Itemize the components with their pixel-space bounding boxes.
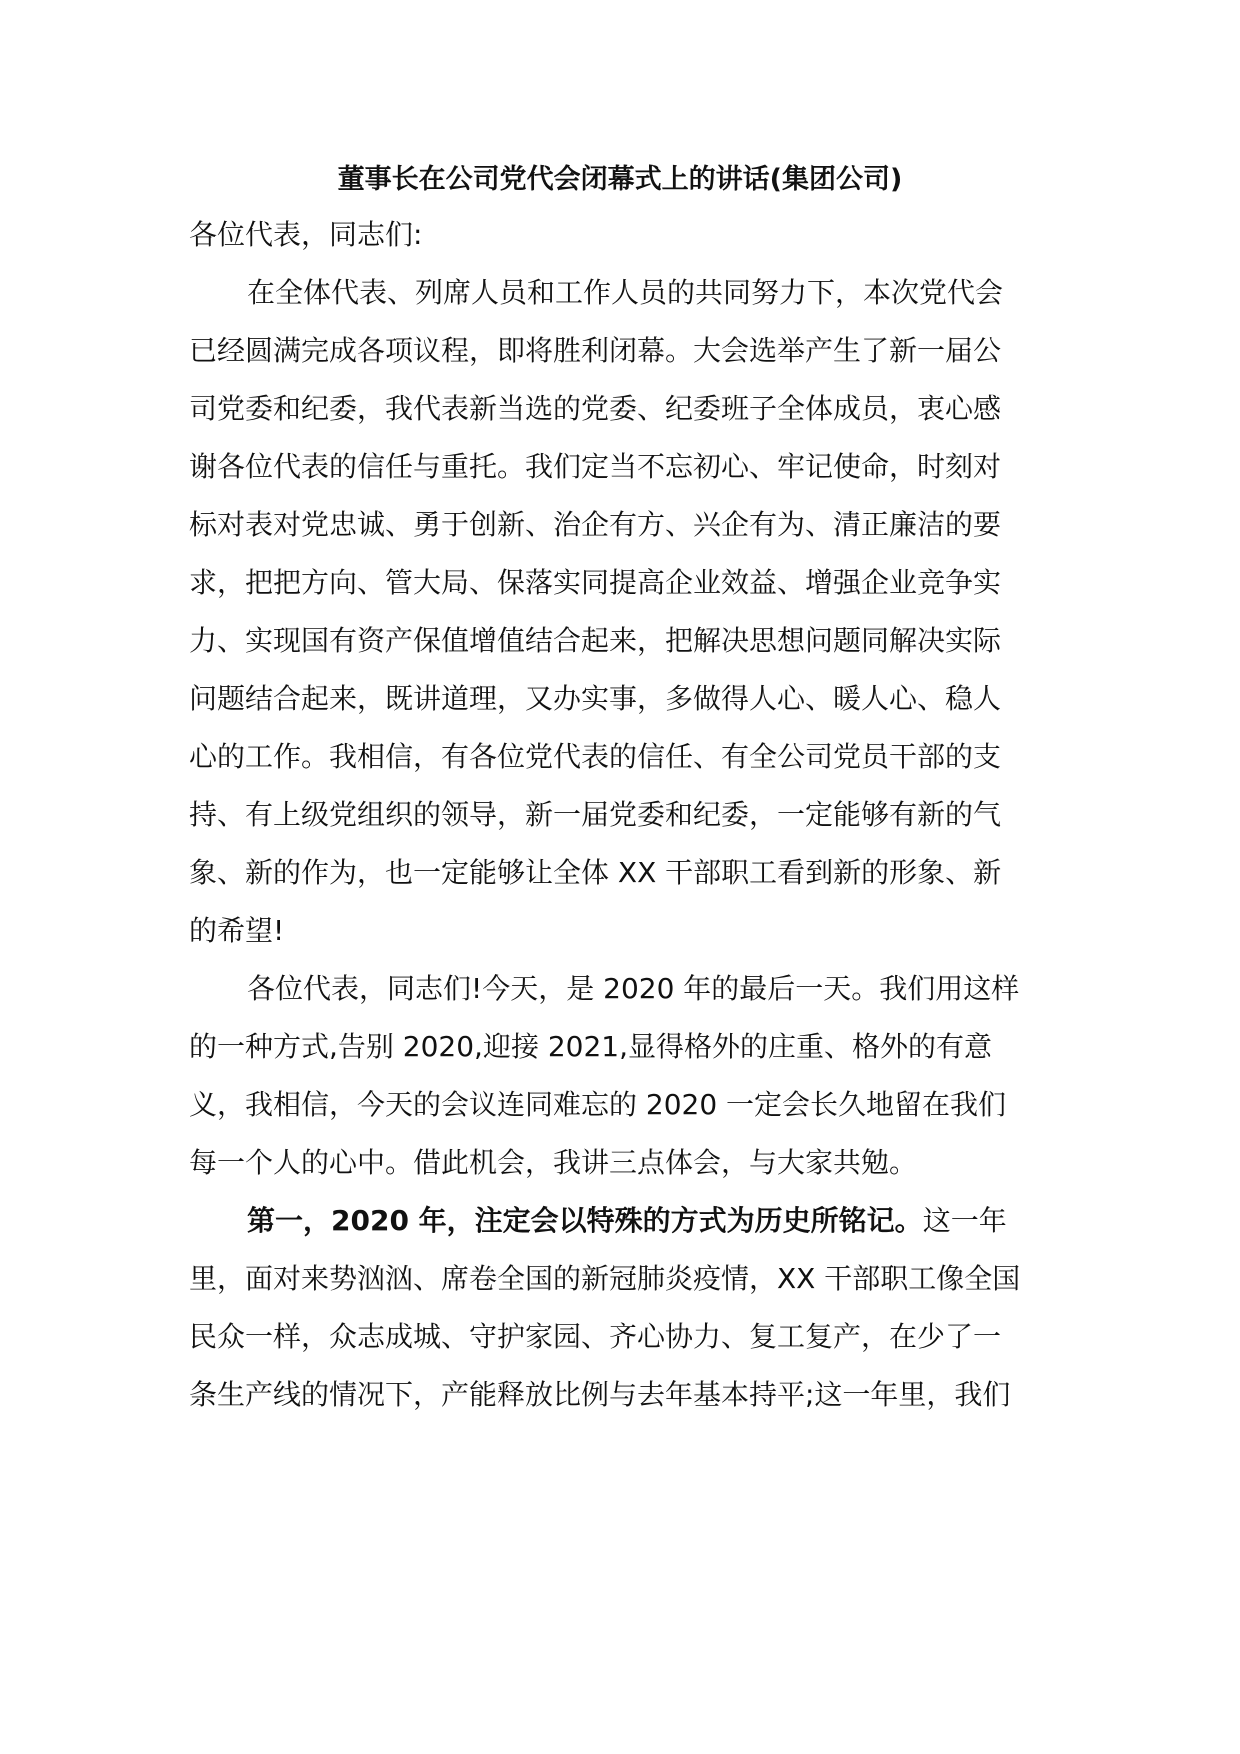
paragraph-line: 义，我相信，今天的会议连同难忘的 2020 一定会长久地留在我们 (189, 1088, 1007, 1121)
paragraph-line: 条生产线的情况下，产能释放比例与去年基本持平;这一年里，我们 (189, 1378, 1011, 1411)
paragraph-line: 每一个人的心中。借此机会，我讲三点体会，与大家共勉。 (189, 1146, 918, 1179)
paragraph-line: 持、有上级党组织的领导，新一届党委和纪委，一定能够有新的气 (189, 798, 1002, 831)
paragraph-line: 司党委和纪委，我代表新当选的党委、纪委班子全体成员，衷心感 (189, 392, 1002, 425)
paragraph-line: 问题结合起来，既讲道理，又办实事，多做得人心、暖人心、稳人 (189, 682, 1002, 715)
paragraph-line: 心的工作。我相信，有各位党代表的信任、有全公司党员干部的支 (189, 740, 1002, 773)
paragraph-line: 标对表对党忠诚、勇于创新、治企有方、兴企有为、清正廉洁的要 (189, 508, 1002, 541)
paragraph-lead-line (247, 1201, 1127, 1241)
paragraph-line: 谢各位代表的信任与重托。我们定当不忘初心、牢记使命，时刻对 (189, 450, 1002, 483)
paragraph-line: 在全体代表、列席人员和工作人员的共同努力下，本次党代会 (247, 276, 1004, 309)
paragraph-line: 已经圆满完成各项议程，即将胜利闭幕。大会选举产生了新一届公 (189, 334, 1002, 367)
paragraph-line: 民众一样，众志成城、守护家园、齐心协力、复工复产，在少了一 (189, 1320, 1002, 1353)
paragraph-line: 力、实现国有资产保值增值结合起来，把解决思想问题同解决实际 (189, 624, 1002, 657)
paragraph-line: 里，面对来势汹汹、席卷全国的新冠肺炎疫情，XX 干部职工像全国 (189, 1262, 1021, 1295)
document-title: 董事长在公司党代会闭幕式上的讲话(集团公司) (337, 164, 903, 195)
paragraph-text: 这一年 (922, 1204, 1007, 1237)
section-heading: 第一，2020 年，注定会以特殊的方式为历史所铭记。 (247, 1204, 923, 1237)
paragraph-line: 的一种方式,告别 2020,迎接 2021,显得格外的庄重、格外的有意 (189, 1030, 993, 1063)
paragraph-line: 求，把把方向、管大局、保落实同提高企业效益、增强企业竞争实 (189, 566, 1002, 599)
paragraph-line: 的希望! (189, 914, 285, 947)
paragraph-line: 象、新的作为，也一定能够让全体 XX 干部职工看到新的形象、新 (189, 856, 1002, 889)
paragraph-line: 各位代表，同志们!今天，是 2020 年的最后一天。我们用这样 (247, 972, 1020, 1005)
salutation: 各位代表，同志们: (189, 218, 423, 251)
